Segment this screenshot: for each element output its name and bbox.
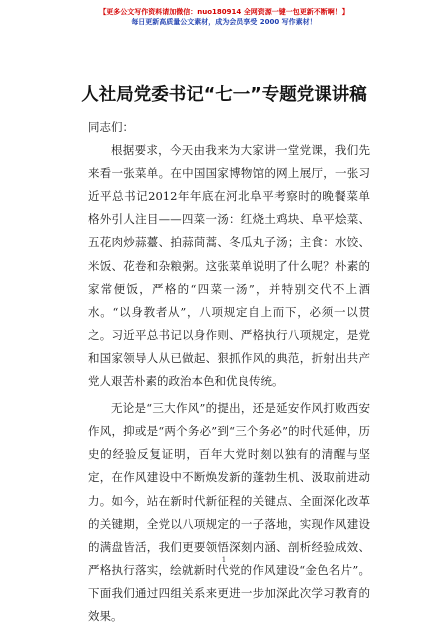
promo-banner	[0, 7, 448, 27]
document-body	[88, 116, 370, 628]
salutation: 同志们：	[88, 120, 134, 134]
document-title: 人社局党委书记“七一”专题党课讲稿	[81, 85, 367, 105]
promo-banner-line-2: 每日更新高质量公文素材，成为会员享受 2000 写作素材！	[131, 18, 317, 26]
paragraph-1: 根据要求，今天由我来为大家讲一堂党课，我们先来看一张菜单。在中国国家博物馆的网上展厅，一张习近平总书记2012年年底在河北阜平考察时的晚餐菜单格外引人注目——四菜一汤：红烧土鸡块、阜平烩菜、五花肉炒蒜薹、拍蒜茼蒿、冬瓜丸子汤；主食：水饺、米饭、花卷和杂粮粥。这张菜单说明了什么呢？朴素的家常便饭，严格的“四菜一汤”，并特别交代不上酒水。“以身教者从”，八项规定自上而下，必须一以贯之。习近平总书记以身作则、严格执行八项规定，是党和国家领导人从已做起、狠抓作风的典范，折射出共产党人艰苦朴素的政治本色和优良传统。	[88, 143, 370, 389]
paragraph-2: 无论是“三大作风”的提出，还是延安作风打败西安作风，抑或是“两个务必”到“三个务必”的时代延伸，历史的经验反复证明，百年大党时刻以独有的清醒与坚定，在作风建设中不断焕发新的蓬勃生机、汲取前进动力。如今，站在新时代新征程的关键点、全面深化改革的关键期，全党以八项规定的一子落地，实现作风建设的满盘皆活，我们更要领悟深刻内涵、剖析经验成效、严格执行落实，绘就新时代党的作风建设“金色名片”。下面我们通过四组关系来更进一步加深此次学习教育的效果。	[88, 401, 370, 623]
page-number: 1	[221, 556, 227, 564]
promo-banner-line-1: 【更多公文写作资料请加微信：nuo180914 全网资源一键一包更新不断啊！】	[99, 8, 349, 16]
